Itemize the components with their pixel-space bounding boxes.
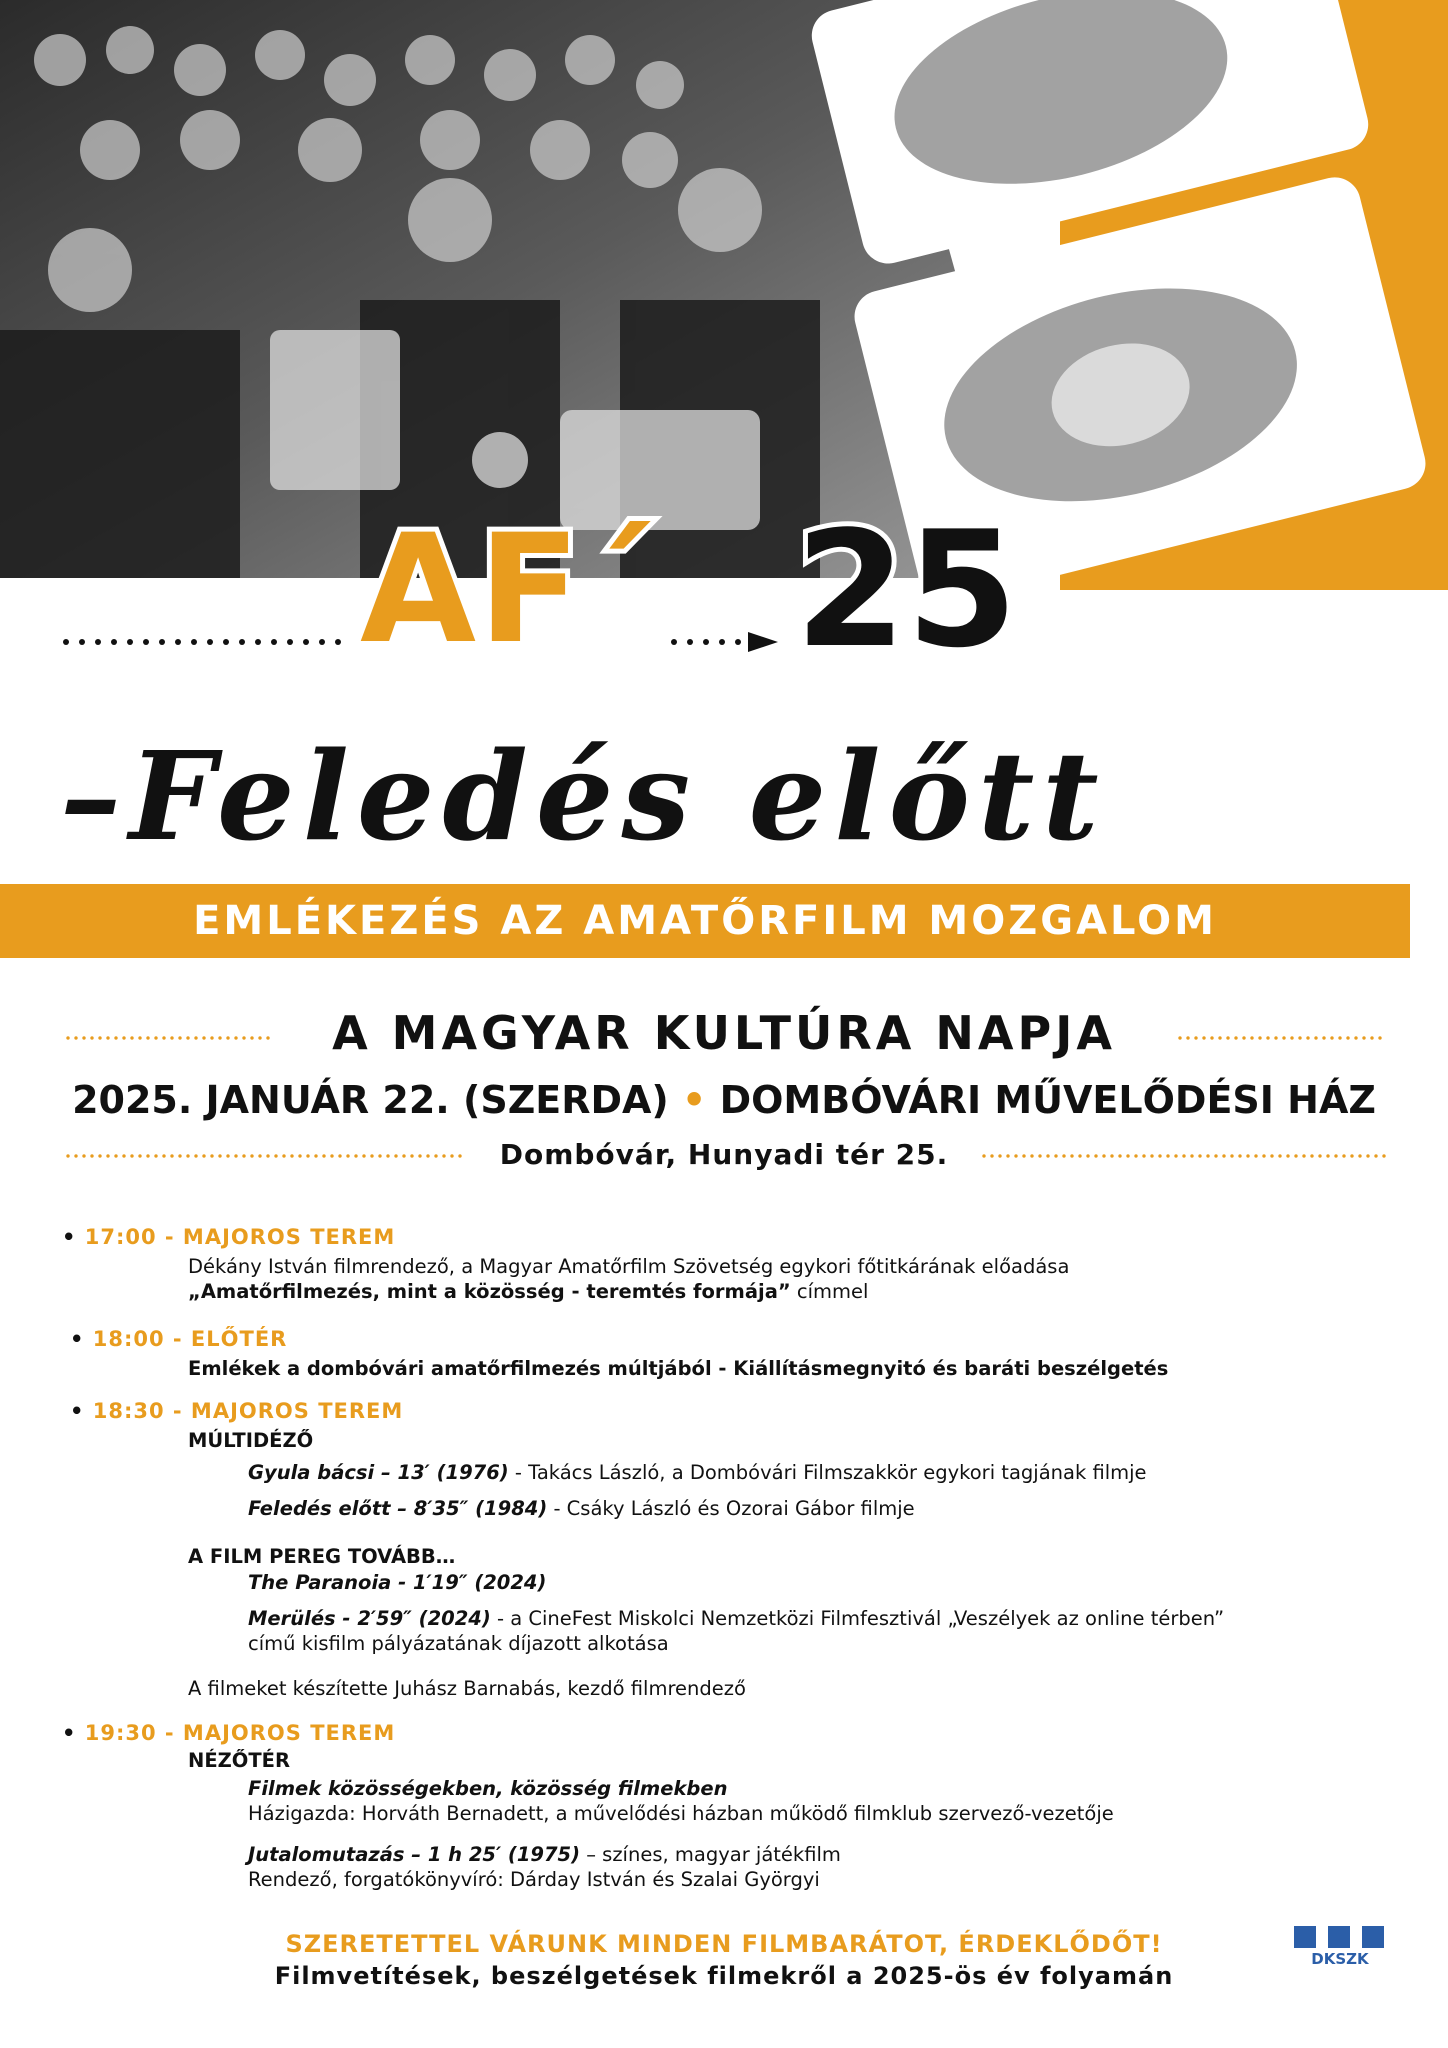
program-heading: NÉZŐTÉR bbox=[188, 1749, 290, 1772]
program-film: Feledés előtt – 8′35″ (1984) - Csáky László és Ozorai Gábor filmje bbox=[248, 1497, 915, 1520]
program-time-1700: • 17:00 - MAJOROS TEREM bbox=[62, 1225, 396, 1249]
program-credit: A filmeket készítette Juhász Barnabás, kezdő filmrendező bbox=[188, 1677, 746, 1700]
program-film: The Paranoia - 1′19″ (2024) bbox=[248, 1571, 547, 1594]
program-time-1930: • 19:30 - MAJOROS TEREM bbox=[62, 1721, 396, 1745]
event-venue: DOMBÓVÁRI MŰVELŐDÉSI HÁZ bbox=[719, 1078, 1376, 1122]
program-heading: MÚLTIDÉZŐ bbox=[188, 1429, 314, 1452]
event-address: Dombóvár, Hunyadi tér 25. bbox=[499, 1138, 949, 1171]
program-time-1800: • 18:00 - ELŐTÉR bbox=[70, 1327, 288, 1351]
event-title: A MAGYAR KULTÚRA NAPJA bbox=[332, 1006, 1116, 1060]
banner-text: EMLÉKEZÉS AZ AMATŐRFILM MOZGALOM ARANYKORÁRA bbox=[193, 898, 1217, 1018]
footer-subline: Filmvetítések, beszélgetések filmekről a 2025-ös év folyamán bbox=[274, 1962, 1174, 1990]
program-film: Merülés - 2′59″ (2024) - a CineFest Miskolci Nemzetközi Filmfesztivál „Veszélyek az online térben” című kisfilm pályázatának díjazott alkotása bbox=[248, 1607, 1225, 1656]
program-line: „Amatőrfilmezés, mint a közösség - teremtés formája” címmel bbox=[188, 1280, 869, 1304]
footer-invite: SZERETETTEL VÁRUNK MINDEN FILMBARÁTOT, ÉRDEKLŐDŐT! bbox=[285, 1930, 1163, 1958]
title-year: 25 bbox=[795, 496, 1018, 683]
program-heading: A FILM PEREG TOVÁBB… bbox=[188, 1545, 456, 1568]
program-film: Gyula bácsi – 13′ (1976) - Takács László, a Dombóvári Filmszakkör egykori tagjának filmje bbox=[248, 1461, 1147, 1484]
program-time-1830: • 18:30 - MAJOROS TEREM bbox=[70, 1399, 404, 1423]
logo-text: DKSZK bbox=[1311, 1950, 1369, 1968]
program-text bbox=[188, 1254, 1069, 1305]
program-item: Jutalomutazás – 1 h 25′ (1975) – színes, magyar játékfilm Rendező, forgatókönyvíró: Dárday István és Szalai Györgyi bbox=[248, 1843, 841, 1892]
subtitle: –Feledés előtt bbox=[60, 724, 1107, 868]
bullet-icon: • bbox=[682, 1078, 707, 1122]
title-af: AF´ bbox=[360, 503, 660, 677]
program-line: Dékány István filmrendező, a Magyar Amatőrfilm Szövetség egykori főtitkárának előadása bbox=[188, 1255, 1070, 1278]
event-date-line bbox=[0, 1078, 1448, 1122]
program-item: Filmek közösségekben, közösség filmekben Házigazda: Horváth Bernadett, a művelődési házban működő filmklub szervező-vezetője bbox=[248, 1777, 1114, 1826]
dkszk-logo bbox=[1290, 1924, 1390, 1980]
event-date: 2025. JANUÁR 22. (SZERDA) bbox=[72, 1078, 669, 1122]
program-line: Emlékek a dombóvári amatőrfilmezés múltjából - Kiállításmegnyitó és baráti beszélgetés bbox=[188, 1357, 1169, 1380]
